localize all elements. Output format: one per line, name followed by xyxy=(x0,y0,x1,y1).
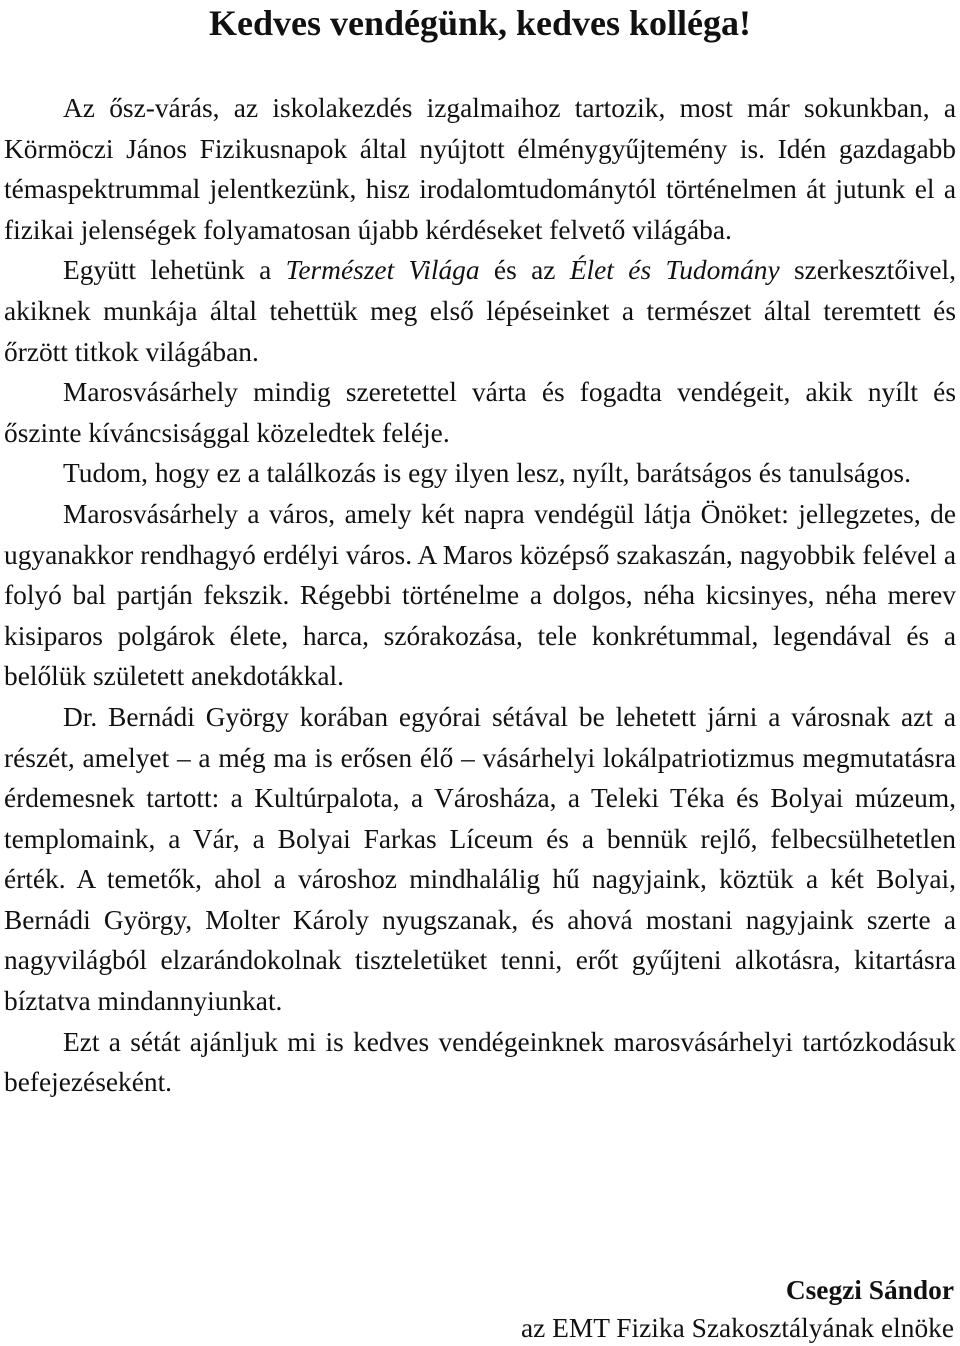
paragraph-editors-text-3: szerkesztőivel, akiknek munkája által tehettük meg első lépéseinket a természet által teremtett és őrzött titkok világában. xyxy=(4,255,956,367)
magazine-title-elet-es-tudomany: Élet és Tudomány xyxy=(569,255,780,286)
letter-body xyxy=(4,88,956,1103)
page-title: Kedves vendégünk, kedves kolléga! xyxy=(208,3,752,43)
signature-block xyxy=(521,1270,954,1346)
paragraph-hospitality: Marosvásárhely mindig szeretettel várta és fogadta vendégeit, akik nyílt és őszinte kíváncsisággal közeledtek feléje. xyxy=(4,377,956,448)
signature-name: Csegzi Sándor xyxy=(785,1275,954,1305)
paragraph-closing: Ezt a sétát ajánljuk mi is kedves vendégeinknek marosvásárhelyi tartózkodásuk befejezéseként. xyxy=(4,1026,956,1098)
letter-page xyxy=(4,0,956,1103)
paragraph-meeting: Tudom, hogy ez a találkozás is egy ilyen lesz, nyílt, barátságos és tanulságos. xyxy=(63,458,911,489)
paragraph-city: Marosvásárhely a város, amely két napra vendégül látja Önöket: jellegzetes, de ugyanakkor rendhagyó erdélyi város. A Maros középső szakaszán, nagyobbik felével a folyó bal partján fekszik. Régebbi történelme a dolgos, néha kicsinyes, néha merev kisiparos polgárok élete, harca, szórakozása, tele konkrétummal, legendával és a belőlük született anekdotákkal. xyxy=(4,498,956,692)
paragraph-walk: Dr. Bernádi György korában egyórai sétával be lehetett járni a városnak azt a részét, amelyet – a még ma is erősen élő – vásárhelyi lokálpatriotizmus megmutatásra érdemesnek tartott: a Kultúrpalota, a Városháza, a Teleki Téka és Bolyai múzeum, templomaink, a Vár, a Bolyai Farkas Líceum és a bennük rejlő, felbecsülhetetlen érték. A temetők, ahol a városhoz mindhalálig hű nagyjaink, köztük a két Bolyai, Bernádi György, Molter Károly nyugszanak, és ahová mostani nagyjaink szerte a nagyvilágból elzarándokolnak tiszteletüket tenni, erőt gyűjteni alkotásra, kitartásra bíztatva mindannyiunkat. xyxy=(4,701,956,1017)
magazine-title-termeszet-vilaga: Természet Világa xyxy=(285,255,480,286)
paragraph-editors xyxy=(4,250,956,372)
paragraph-intro: Az ősz-várás, az iskolakezdés izgalmaihoz tartozik, most már sokunkban, a Körmöczi János Fizikusnapok által nyújtott élménygyűjtemény is. Idén gazdagabb témaspektrummal jelentkezünk, hisz irodalomtudománytól történelmen át jutunk el a fizikai jelenségek folyamatosan újabb kérdéseket felvető világába. xyxy=(4,93,956,245)
paragraph-editors-text-1: Együtt lehetünk a xyxy=(63,255,286,286)
signature-role: az EMT Fizika Szakosztályának elnöke xyxy=(520,1313,954,1343)
paragraph-editors-text-2: és az xyxy=(479,255,570,286)
